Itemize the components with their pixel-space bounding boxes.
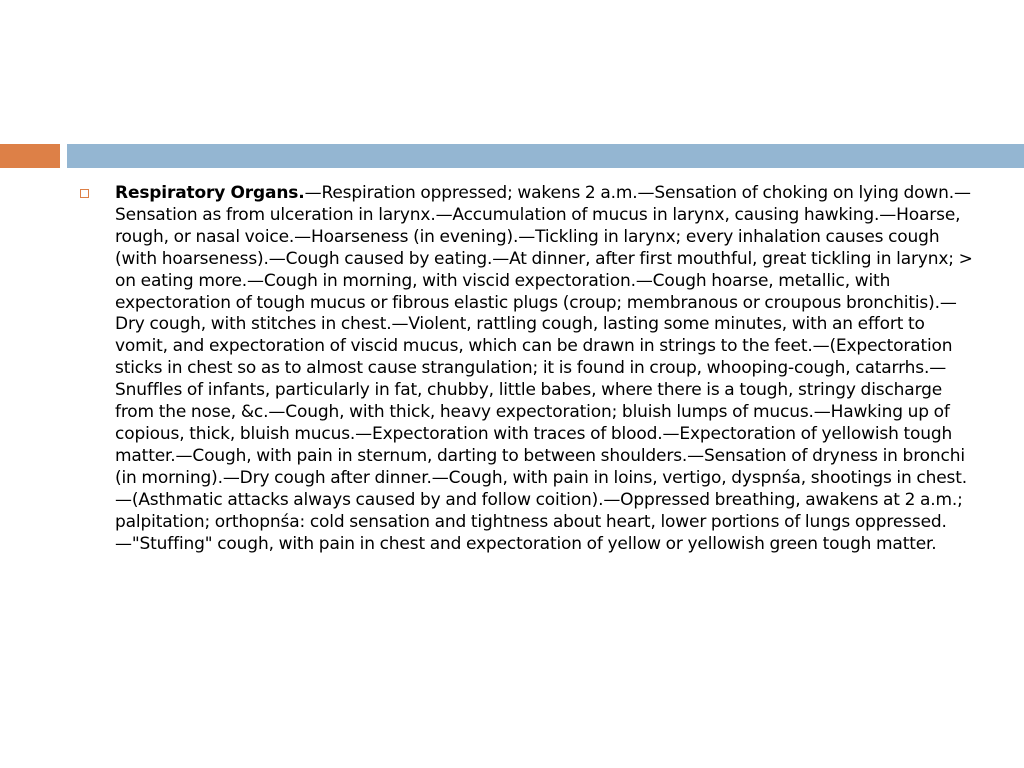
bullet-paragraph (115, 183, 977, 555)
section-heading: Respiratory Organs. (115, 183, 305, 203)
bullet-square-icon (80, 189, 89, 198)
section-text: —Respiration oppressed; wakens 2 a.m.—Sensation of choking on lying down.—Sensation as from ulceration in larynx.—Accumulation of mucus in larynx, causing hawking.—Hoarse, rough, or nasal voice.—Hoarseness (in evening).—Tickling in larynx; every inhalation causes cough (with hoarseness).—Cough caused by eating.—At dinner, after first mouthful, great tickling in larynx; > on eating more.—Cough in morning, with viscid expectoration.—Cough hoarse, metallic, with expectoration of tough mucus or fibrous elastic plugs (croup; membranous or croupous bronchitis).—Dry cough, with stitches in chest.—Violent, rattling cough, lasting some minutes, with an effort to vomit, and expectoration of viscid mucus, which can be drawn in strings to the feet.—(Expectoration sticks in chest so as to almost cause strangulation; it is found in croup, whooping-cough, catarrhs.—Snuffles of infants, particularly in fat, chubby, little babes, where there is a tough, stringy discharge from the nose, &c.—Cough, with thick, heavy expectoration; bluish lumps of mucus.—Hawking up of copious, thick, bluish mucus.—Expectoration with traces of blood.—Expectoration of yellowish tough matter.—Cough, with pain in sternum, darting to between shoulders.—Sensation of dryness in bronchi (in morning).—Dry cough after dinner.—Cough, with pain in loins, vertigo, dyspnśa, shootings in chest.—(Asthmatic attacks always caused by and follow coition).—Oppressed breathing, awakens at 2 a.m.; palpitation; orthopnśa: cold sensation and tightness about heart, lower portions of lungs oppressed.—"Stuffing" cough, with pain in chest and expectoration of yellow or yellowish green tough matter. (115, 183, 973, 554)
accent-bar (0, 144, 60, 168)
header-bar (67, 144, 1024, 168)
